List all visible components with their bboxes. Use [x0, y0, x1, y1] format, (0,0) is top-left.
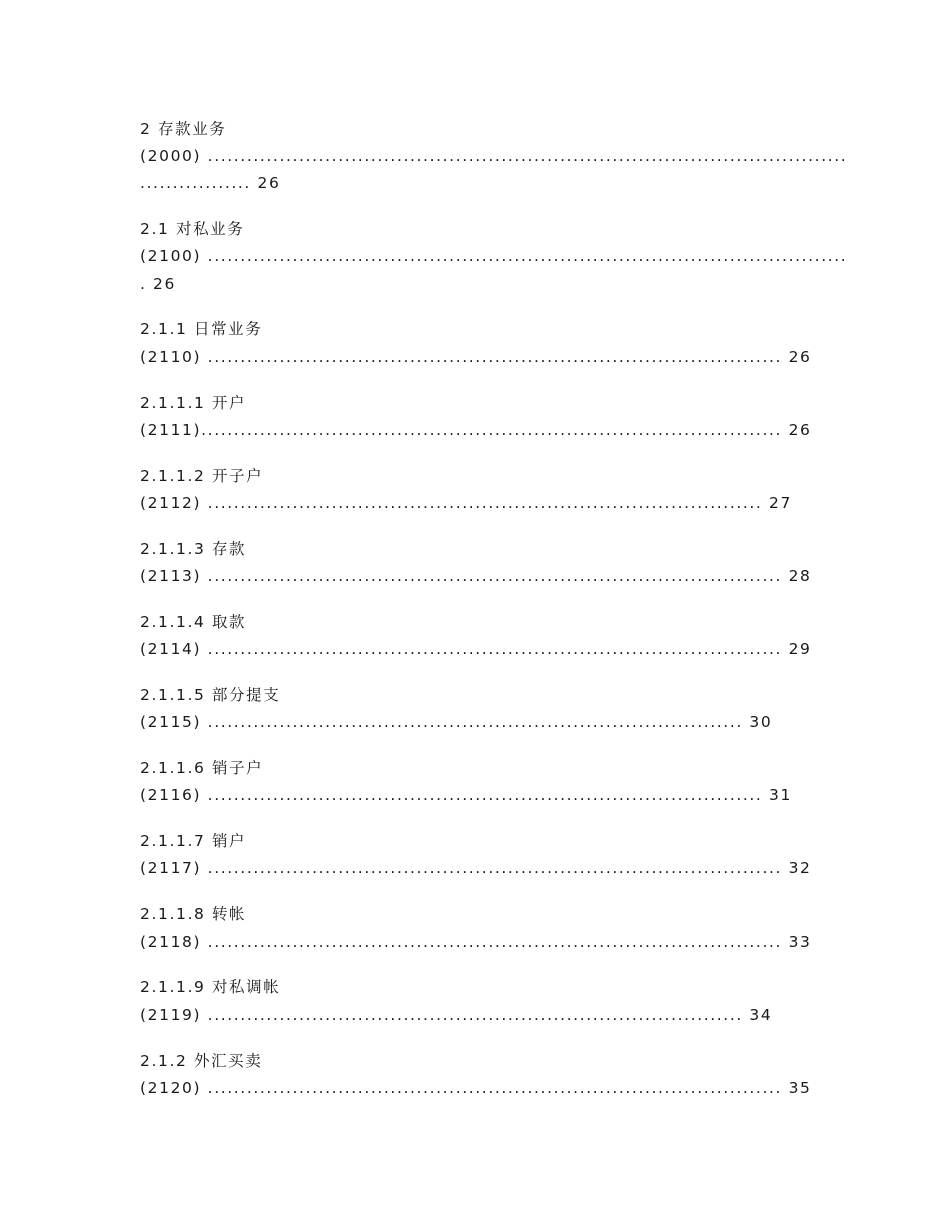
toc-entry-title[interactable]: 2.1.1.4 取款	[140, 613, 247, 631]
toc-entry-leader[interactable]: (2113) ........................................................................................ 28	[140, 567, 812, 585]
toc-entry-title[interactable]: 2.1.1.3 存款	[140, 540, 247, 558]
toc-entry-leader[interactable]: (2112) ..................................................................................... 27	[140, 494, 792, 512]
toc-entry-title[interactable]: 2.1.1.6 销子户	[140, 759, 264, 777]
toc-entry-title[interactable]: 2.1.1.2 开子户	[140, 467, 264, 485]
toc-entry-leader[interactable]: (2117) ........................................................................................ 32	[140, 859, 812, 877]
toc-entry-leader[interactable]: (2115) .................................................................................. 30	[140, 713, 773, 731]
toc-entry-leader[interactable]: (2114) ........................................................................................ 29	[140, 640, 812, 658]
toc-entry-title[interactable]: 2.1.1.7 销户	[140, 832, 247, 850]
toc-entry-title[interactable]: 2.1.1.8 转帐	[140, 905, 247, 923]
toc-entry-title[interactable]: 2 存款业务	[140, 120, 227, 138]
toc-entry-title[interactable]: 2.1.1.9 对私调帐	[140, 978, 281, 996]
toc-entry-leader[interactable]: (2100) ..................................................................................................	[140, 247, 848, 265]
toc-entry-page[interactable]: ................. 26	[140, 174, 281, 192]
toc-entry-title[interactable]: 2.1 对私业务	[140, 220, 245, 238]
toc-entry-title[interactable]: 2.1.1.1 开户	[140, 394, 247, 412]
toc-entry-page[interactable]: . 26	[140, 275, 176, 293]
toc-entry-leader[interactable]: (2110) ........................................................................................ 26	[140, 348, 812, 366]
toc-entry-leader[interactable]: (2116) ..................................................................................... 31	[140, 786, 792, 804]
toc-entry-title[interactable]: 2.1.1.5 部分提支	[140, 686, 281, 704]
toc-entry-title[interactable]: 2.1.2 外汇买卖	[140, 1052, 263, 1070]
toc-entry-leader[interactable]: (2120) ........................................................................................ 35	[140, 1079, 812, 1097]
toc-entry-leader[interactable]: (2111)......................................................................................... 26	[140, 421, 812, 439]
toc-entry-leader[interactable]: (2119) .................................................................................. 34	[140, 1006, 773, 1024]
toc-entry-leader[interactable]: (2000) ..................................................................................................	[140, 147, 848, 165]
toc-entry-title[interactable]: 2.1.1 日常业务	[140, 320, 263, 338]
toc-entry-leader[interactable]: (2118) ........................................................................................ 33	[140, 933, 812, 951]
